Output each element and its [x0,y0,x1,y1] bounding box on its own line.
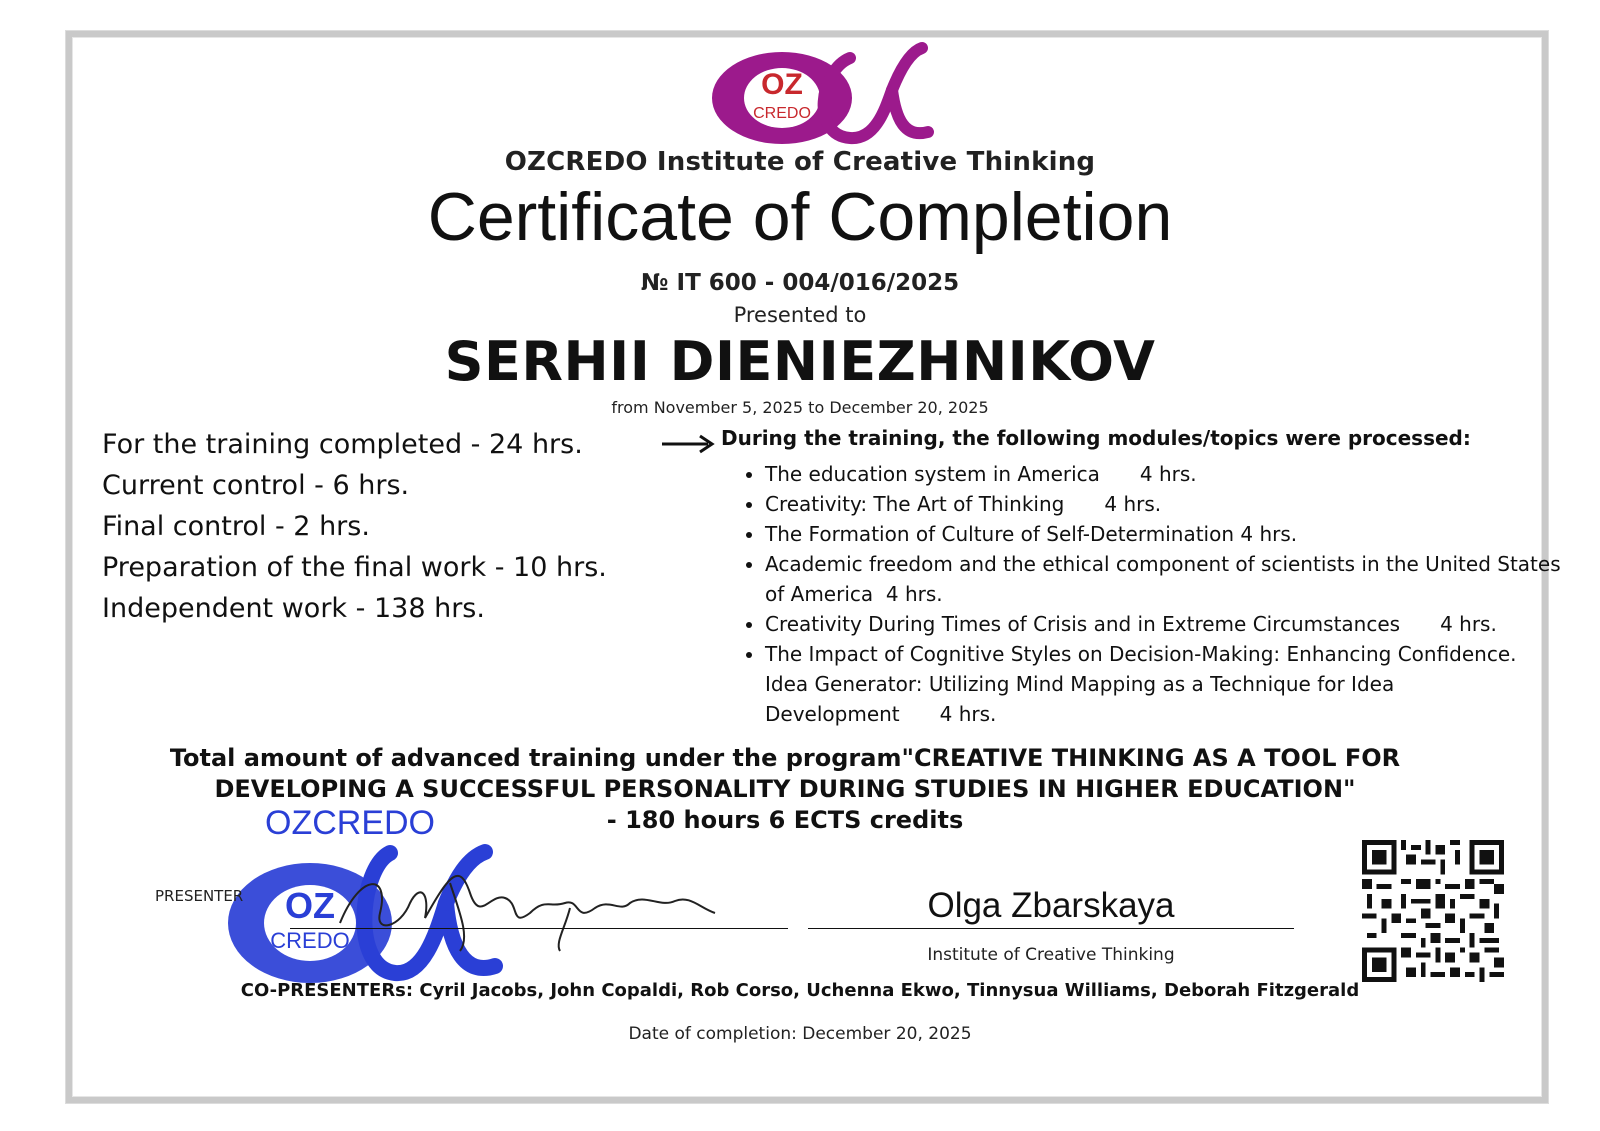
arrow-right-icon [660,427,716,457]
module-item: • The Formation of Culture of Self-Determination 4 hrs. [765,519,1565,549]
certificate-title: Certificate of Completion [427,179,1173,255]
modules-list [735,459,1565,729]
signer-name-line [808,928,1294,929]
module-item: • The Impact of Cognitive Styles on Decision-Making: Enhancing Confidence. Idea Generator: Utilizing Mind Mapping as a Technique for Idea Development 4 hrs. [765,639,1565,729]
modules-heading: During the training, the following modules/topics were processed: [721,426,1471,450]
signer-name: Olga Zbarskaya [927,886,1175,925]
module-item: • Creativity: The Art of Thinking 4 hrs. [765,489,1565,519]
hours-breakdown [102,424,607,629]
institute-name: OZCREDO Institute of Creative Thinking [504,147,1096,177]
hours-line: Preparation of the final work - 10 hrs. [102,552,607,583]
hours-line: Current control - 6 hrs. [102,470,410,501]
svg-text:OZ: OZ [761,68,803,101]
module-item: • Academic freedom and the ethical component of scientists in the United States of America 4 hrs. [765,549,1565,609]
module-item: • Creativity During Times of Crisis and in Extreme Circumstances 4 hrs. [765,609,1565,639]
svg-text:OZ: OZ [285,885,335,926]
hours-line: For the training completed - 24 hrs. [102,429,583,460]
hours-line: Independent work - 138 hrs. [102,593,485,624]
hours-line: Final control - 2 hrs. [102,511,370,542]
qr-code [1362,840,1504,982]
co-presenters: CO-PRESENTERs: Cyril Jacobs, John Copaldi, Rob Corso, Uchenna Ekwo, Tinnysua Williams, Deborah Fitzgerald [240,980,1360,1001]
signer-organization: Institute of Creative Thinking [927,945,1175,965]
recipient-name: SERHII DIENIEZHNIKOV [444,330,1156,393]
svg-text:OZCREDO: OZCREDO [265,808,435,842]
presenter-signature-line [290,928,788,929]
signature [330,853,720,953]
svg-text:CREDO: CREDO [753,105,811,122]
ozcredo-logo [700,40,940,150]
presented-to-label: Presented to [733,303,867,327]
presenter-label: PRESENTER [155,887,244,905]
certificate-number: № IT 600 - 004/016/2025 [640,270,960,296]
date-of-completion: Date of completion: December 20, 2025 [628,1024,972,1044]
program-total: Total amount of advanced training under the program"CREATIVE THINKING AS A TOOL FOR DEVELOPING A SUCCESSFUL PERSONALITY DURING STUDIES IN HIGHER EDUCATION" - 180 hours 6 ECTS credits [169,744,1401,834]
training-period: from November 5, 2025 to December 20, 2025 [611,398,989,417]
svg-text:CREDO: CREDO [270,928,350,953]
module-item: • The education system in America 4 hrs. [765,459,1565,489]
